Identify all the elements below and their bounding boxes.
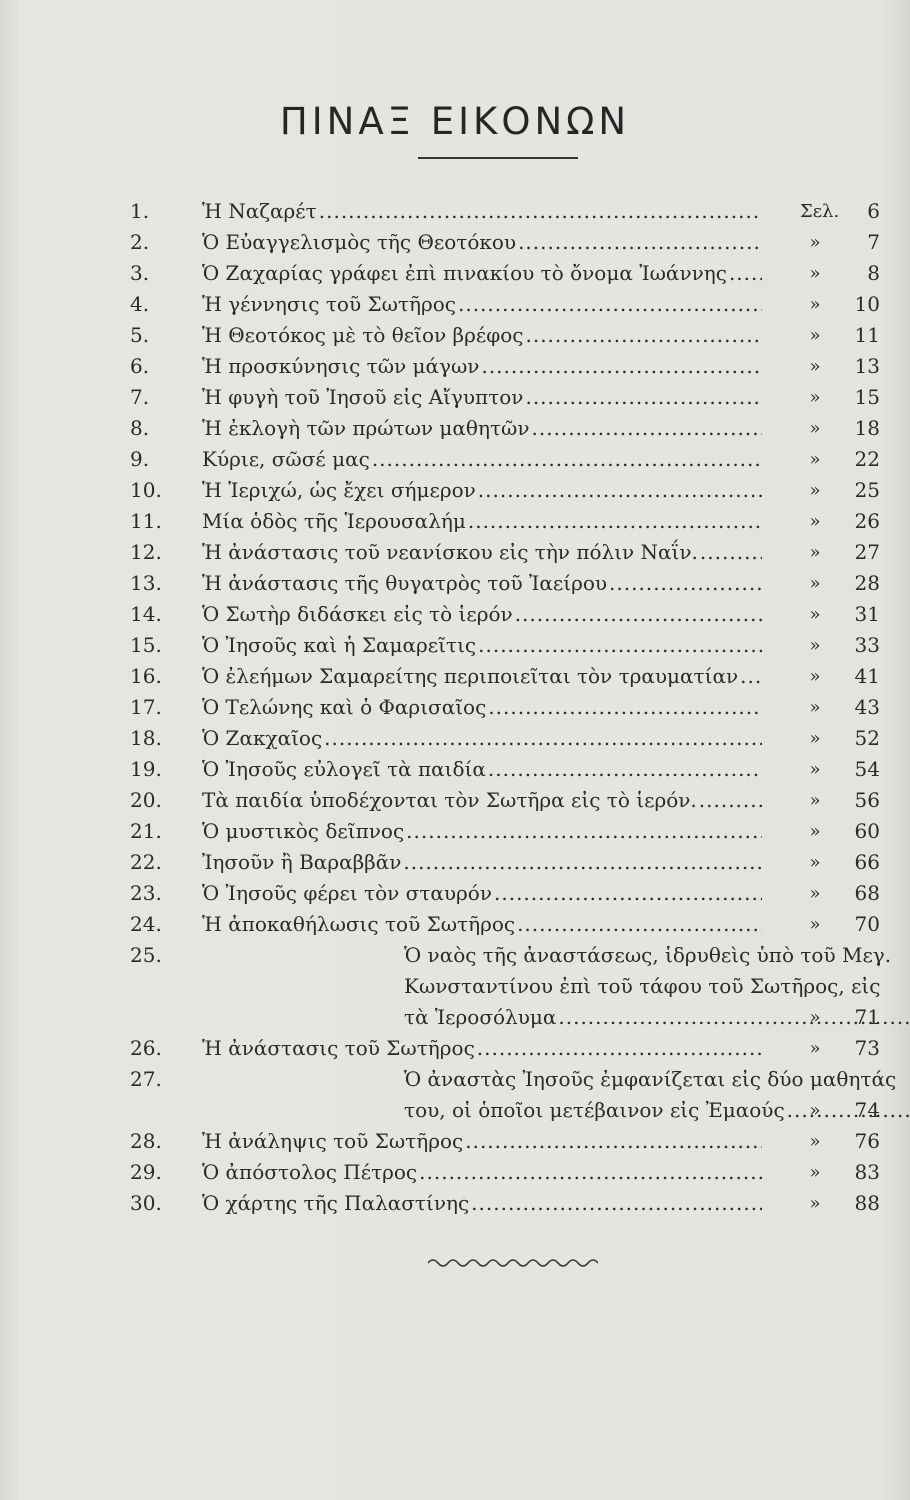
entry-number: 30. (130, 1191, 162, 1215)
dot-leader (468, 506, 762, 537)
dot-leader (525, 320, 762, 351)
entry-caption (202, 599, 762, 630)
page-label: » (809, 821, 821, 842)
entry-caption-line: Ὁ ναὸς τῆς ἀναστάσεως, ἱδρυθεὶς ὑπὸ τοῦ Μεγ. (404, 943, 892, 967)
entry-number: 10. (130, 478, 162, 502)
entry-caption (202, 1188, 762, 1219)
entry-page-number: 56 (854, 788, 880, 812)
contents-entry (0, 413, 910, 444)
entry-page-number: 43 (854, 695, 880, 719)
entry-caption (202, 382, 762, 413)
entry-caption (202, 444, 762, 475)
contents-entry (0, 1126, 910, 1157)
dot-leader (494, 878, 762, 909)
page-label: » (809, 604, 821, 625)
entry-caption-line: Ἡ ἀνάστασις τοῦ Σωτῆρος (202, 1036, 475, 1060)
entry-caption (202, 1033, 762, 1064)
contents-entry (0, 909, 910, 940)
entry-caption (202, 1157, 762, 1188)
contents-entry (0, 444, 910, 475)
dot-leader (324, 723, 762, 754)
dot-leader (699, 785, 762, 816)
entry-caption (202, 661, 762, 692)
entry-caption (202, 785, 762, 816)
entry-caption (404, 1064, 910, 1126)
contents-entry (0, 630, 910, 661)
entry-page-number: 8 (867, 261, 880, 285)
entry-caption-line: Ἡ ἐκλογὴ τῶν πρώτων μαθητῶν (202, 416, 530, 440)
page-label: » (809, 542, 821, 563)
dot-leader (481, 351, 762, 382)
entry-caption (202, 320, 762, 351)
entry-number: 23. (130, 881, 162, 905)
dot-leader (419, 1157, 762, 1188)
entry-page-number: 11 (854, 323, 880, 347)
page-label: » (809, 666, 821, 687)
page-label: » (809, 387, 821, 408)
contents-entry (0, 1064, 910, 1126)
entry-page-number: 54 (854, 757, 880, 781)
dot-leader (319, 196, 762, 227)
page-title: ΠΙΝΑΞ ΕΙΚΟΝΩΝ (279, 100, 631, 143)
entry-number: 28. (130, 1129, 162, 1153)
page-label: » (809, 294, 821, 315)
entry-caption-line: Ἡ Θεοτόκος μὲ τὸ θεῖον βρέφος (202, 323, 524, 347)
entry-caption (202, 816, 762, 847)
entry-caption-line: Κύριε, σῶσέ μας (202, 447, 370, 471)
entry-page-number: 70 (854, 912, 880, 936)
entry-page-number: 22 (854, 447, 880, 471)
entry-number: 22. (130, 850, 162, 874)
page-label: » (809, 480, 821, 501)
entry-caption (202, 692, 762, 723)
dot-leader (532, 413, 763, 444)
entry-caption (404, 940, 910, 1033)
entry-page-number: 52 (854, 726, 880, 750)
entry-page-number: 66 (854, 850, 880, 874)
dot-leader (478, 630, 762, 661)
entry-number: 16. (130, 664, 162, 688)
entry-number: 8. (130, 416, 150, 440)
contents-entry (0, 816, 910, 847)
entry-page-number: 41 (854, 664, 880, 688)
entry-number: 21. (130, 819, 162, 843)
entry-page-number: 83 (854, 1160, 880, 1184)
entry-caption (202, 847, 762, 878)
entry-caption (202, 289, 762, 320)
entry-caption-line: Ὁ Ἰησοῦς φέρει τὸν σταυρόν (202, 881, 492, 905)
page-label: » (809, 883, 821, 904)
entry-caption-line: Ὁ Τελώνης καὶ ὁ Φαρισαῖος (202, 695, 487, 719)
entry-number: 11. (130, 509, 162, 533)
entry-caption (202, 1126, 762, 1157)
contents-entry (0, 196, 910, 227)
contents-entry (0, 258, 910, 289)
entry-caption-line: Ὁ Ζαχαρίας γράφει ἐπὶ πινακίου τὸ ὄνομα Ἰωάννης (202, 261, 727, 285)
dot-leader (515, 599, 762, 630)
entry-caption-line: Τὰ παιδία ὑποδέχονται τὸν Σωτῆρα εἰς τὸ ἱερόν. (202, 788, 697, 812)
entry-caption-line: Ἡ φυγὴ τοῦ Ἰησοῦ εἰς Αἴγυπτον (202, 385, 524, 409)
contents-entry (0, 661, 910, 692)
entry-number: 3. (130, 261, 150, 285)
entry-caption-line: Ἡ Ναζαρέτ (202, 199, 317, 223)
entry-number: 18. (130, 726, 162, 750)
page-label: » (809, 1131, 821, 1152)
dot-leader (406, 816, 762, 847)
entry-page-number: 6 (867, 199, 880, 223)
entry-number: 7. (130, 385, 150, 409)
contents-entry (0, 506, 910, 537)
page-label: » (809, 232, 821, 253)
contents-entry (0, 289, 910, 320)
entry-caption-line: Ὁ Ἰησοῦς εὐλογεῖ τὰ παιδία (202, 757, 486, 781)
entry-number: 12. (130, 540, 162, 564)
wavy-ornament (428, 1256, 598, 1270)
entry-caption-line: Ἡ ἀνάληψις τοῦ Σωτῆρος (202, 1129, 464, 1153)
entry-page-number: 60 (854, 819, 880, 843)
dot-leader (478, 475, 762, 506)
entry-caption-line: Ἡ ἀνάστασις τῆς θυγατρὸς τοῦ Ἰαείρου (202, 571, 608, 595)
entry-page-number: 26 (854, 509, 880, 533)
page-label: » (809, 1038, 821, 1059)
contents-entry (0, 785, 910, 816)
entry-number: 14. (130, 602, 162, 626)
entry-caption-line: Ἰησοῦν ἢ Βαραββᾶν (202, 850, 402, 874)
entry-caption-line: Ἡ ἀνάστασις τοῦ νεανίσκου εἰς τὴν πόλιν Ναΐν. (202, 540, 698, 564)
page-label: » (809, 573, 821, 594)
entry-caption-line: Ὁ ἀπόστολος Πέτρος (202, 1160, 418, 1184)
entry-caption (202, 227, 762, 258)
contents-entry (0, 599, 910, 630)
contents-entry (0, 537, 910, 568)
page-label: » (809, 1162, 821, 1183)
entry-number: 19. (130, 757, 162, 781)
page-label: » (809, 914, 821, 935)
entry-number: 2. (130, 230, 150, 254)
dot-leader (525, 382, 762, 413)
entry-number: 5. (130, 323, 150, 347)
entry-caption-line: τὰ Ἱεροσόλυμα (404, 1005, 557, 1029)
entry-number: 24. (130, 912, 162, 936)
contents-entry (0, 754, 910, 785)
entry-caption (202, 630, 762, 661)
entry-number: 6. (130, 354, 150, 378)
entry-caption-line: Ὁ ἀναστὰς Ἰησοῦς ἐμφανίζεται εἰς δύο μαθητάς (404, 1067, 897, 1091)
entry-caption-line: Κωνσταντίνου ἐπὶ τοῦ τάφου τοῦ Σωτῆρος, εἰς (404, 974, 881, 998)
contents-entry (0, 227, 910, 258)
entry-caption (202, 754, 762, 785)
entry-page-number: 71 (854, 1005, 880, 1029)
page-label: » (809, 697, 821, 718)
page-label: » (809, 511, 821, 532)
entry-caption-line: Μία ὁδὸς τῆς Ἱερουσαλήμ (202, 509, 466, 533)
entry-number: 29. (130, 1160, 162, 1184)
entry-caption-line: Ὁ Ἰησοῦς καὶ ἡ Σαμαρεῖτις (202, 633, 477, 657)
contents-entry (0, 351, 910, 382)
entry-number: 13. (130, 571, 162, 595)
page-label: » (809, 728, 821, 749)
entry-caption (202, 351, 762, 382)
entry-caption (202, 196, 762, 227)
entry-caption (202, 568, 762, 599)
entry-caption-line: Ὁ χάρτης τῆς Παλαστίνης (202, 1191, 470, 1215)
entry-number: 26. (130, 1036, 162, 1060)
entry-caption-line: Ἡ προσκύνησις τῶν μάγων (202, 354, 480, 378)
entry-caption-line: Ἡ γέννησις τοῦ Σωτῆρος (202, 292, 456, 316)
contents-entry (0, 568, 910, 599)
page-label: » (809, 790, 821, 811)
contents-entry (0, 847, 910, 878)
entry-number: 15. (130, 633, 162, 657)
entry-caption (202, 909, 762, 940)
contents-entry (0, 723, 910, 754)
contents-entry (0, 878, 910, 909)
entry-caption (202, 475, 762, 506)
contents-list (0, 196, 910, 1219)
dot-leader (518, 227, 762, 258)
page-label: » (809, 759, 821, 780)
dot-leader (517, 909, 762, 940)
entry-page-number: 68 (854, 881, 880, 905)
entry-caption (202, 258, 762, 289)
dot-leader (403, 847, 762, 878)
page-label: » (809, 263, 821, 284)
entry-page-number: 25 (854, 478, 880, 502)
dot-leader (740, 661, 762, 692)
dot-leader (477, 1033, 762, 1064)
entry-page-number: 15 (854, 385, 880, 409)
dot-leader (488, 692, 762, 723)
dot-leader (609, 568, 762, 599)
page-label: » (809, 1193, 821, 1214)
entry-number: 20. (130, 788, 162, 812)
page-label: » (809, 1100, 821, 1121)
page-label: » (809, 635, 821, 656)
entry-caption (202, 506, 762, 537)
dot-leader (700, 537, 762, 568)
entry-number: 9. (130, 447, 150, 471)
entry-caption-line: Ὁ μυστικὸς δεῖπνος (202, 819, 405, 843)
contents-entry (0, 382, 910, 413)
entry-number: 27. (130, 1067, 162, 1091)
entry-caption-line: Ὁ Ζακχαῖος (202, 726, 323, 750)
entry-page-number: 28 (854, 571, 880, 595)
entry-caption-line: Ἡ ἀποκαθήλωσις τοῦ Σωτῆρος (202, 912, 516, 936)
entry-page-number: 13 (854, 354, 880, 378)
page-label: » (809, 1007, 821, 1028)
entry-caption-line: του, οἱ ὁποῖοι μετέβαινον εἰς Ἐμαούς (404, 1098, 785, 1122)
entry-caption (202, 723, 762, 754)
dot-leader (729, 258, 762, 289)
entry-number: 25. (130, 943, 162, 967)
dot-leader (488, 754, 762, 785)
contents-entry (0, 475, 910, 506)
entry-caption-line: Ὁ ἐλεήμων Σαμαρείτης περιποιεῖται τὸν τραυματίαν (202, 664, 739, 688)
dot-leader (372, 444, 762, 475)
entry-page-number: 73 (854, 1036, 880, 1060)
contents-entry (0, 940, 910, 1033)
contents-entry (0, 1033, 910, 1064)
dot-leader (465, 1126, 762, 1157)
entry-caption-line: Ὁ Σωτὴρ διδάσκει εἰς τὸ ἱερόν (202, 602, 513, 626)
entry-page-number: 31 (854, 602, 880, 626)
entry-caption-line: Ὁ Εὐαγγελισμὸς τῆς Θεοτόκου (202, 230, 517, 254)
entry-number: 1. (130, 199, 150, 223)
entry-caption (202, 878, 762, 909)
dot-leader (458, 289, 762, 320)
contents-entry (0, 320, 910, 351)
entry-page-number: 7 (867, 230, 880, 254)
entry-caption (202, 413, 762, 444)
entry-page-number: 76 (854, 1129, 880, 1153)
page-label: » (809, 852, 821, 873)
contents-entry (0, 692, 910, 723)
page-label: » (809, 356, 821, 377)
entry-page-number: 74 (854, 1098, 880, 1122)
page-label: » (809, 449, 821, 470)
entry-caption (202, 537, 762, 568)
page-label: » (809, 418, 821, 439)
page-label: Σελ. (800, 201, 840, 222)
contents-entry (0, 1157, 910, 1188)
entry-page-number: 27 (854, 540, 880, 564)
entry-page-number: 33 (854, 633, 880, 657)
page-label: » (809, 325, 821, 346)
entry-page-number: 18 (854, 416, 880, 440)
contents-entry (0, 1188, 910, 1219)
title-underline (418, 157, 578, 159)
entry-number: 17. (130, 695, 162, 719)
entry-caption-line: Ἡ Ἱεριχώ, ὡς ἔχει σήμερον (202, 478, 476, 502)
entry-page-number: 88 (854, 1191, 880, 1215)
entry-page-number: 10 (854, 292, 880, 316)
dot-leader (471, 1188, 762, 1219)
entry-number: 4. (130, 292, 150, 316)
